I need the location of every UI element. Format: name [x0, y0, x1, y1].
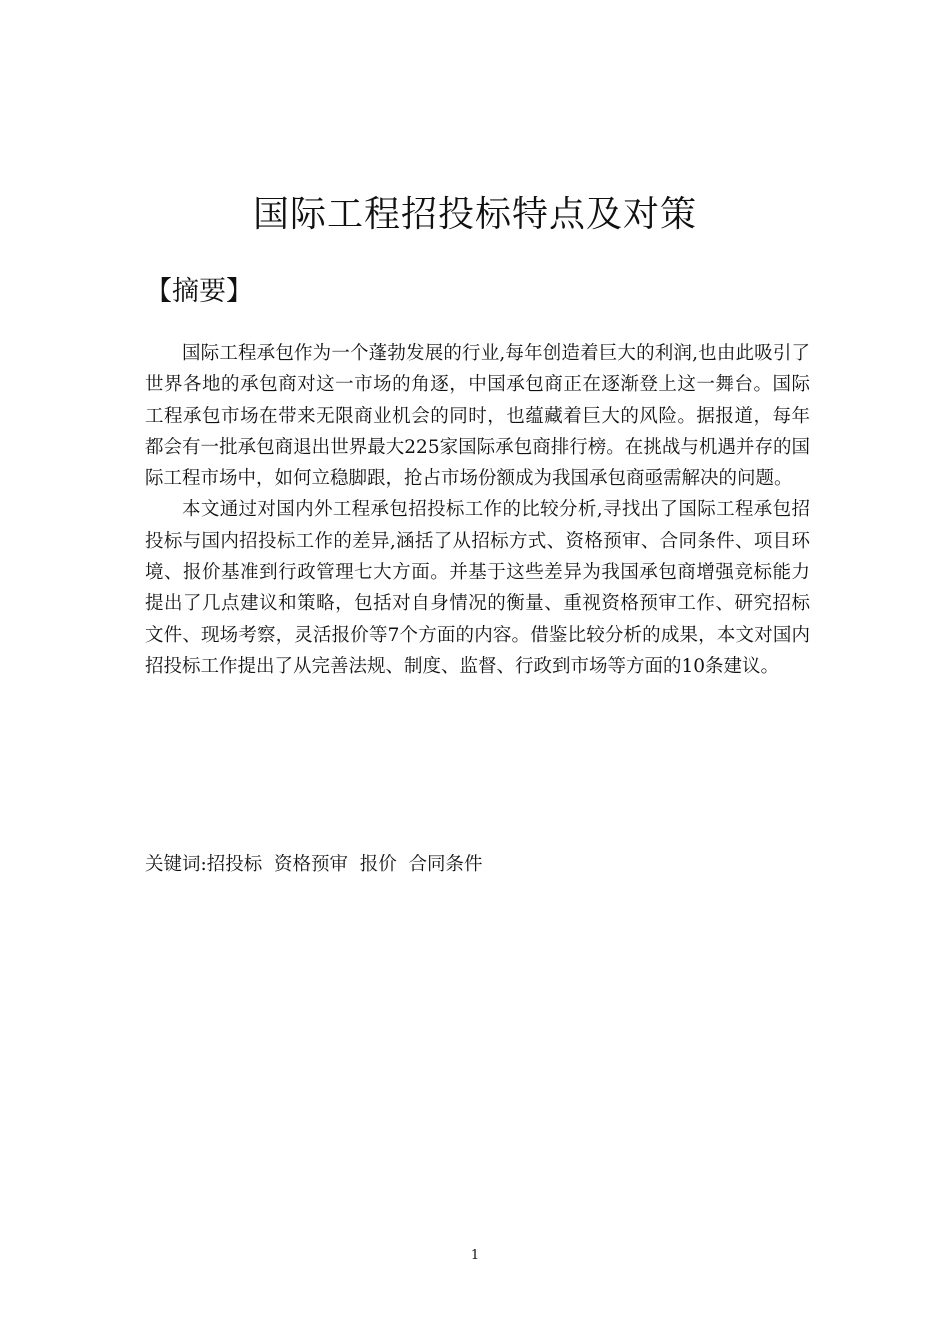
abstract-heading: 【摘要】 — [145, 276, 253, 307]
abstract-paragraph-2: 本文通过对国内外工程承包招投标工作的比较分析,寻找出了国际工程承包招投标与国内招投标工作的差异,涵括了从招标方式、资格预审、合同条件、项目环境、报价基准到行政管理七大方面。并基于这些差异为我国承包商增强竞标能力提出了几点建议和策略，包括对自身情况的衡量、重视资格预审工作、研究招标文件、现场考察，灵活报价等7个方面的内容。借鉴比较分析的成果，本文对国内招投标工作提出了从完善法规、制度、监督、行政到市场等方面的10条建议。 — [145, 499, 810, 677]
abstract-body — [145, 338, 810, 682]
keywords-line: 关键词:招投标 资格预审 报价 合同条件 — [145, 854, 483, 875]
abstract-paragraph-1: 国际工程承包作为一个蓬勃发展的行业,每年创造着巨大的利润,也由此吸引了世界各地的承包商对这一市场的角逐，中国承包商正在逐渐登上这一舞台。国际工程承包市场在带来无限商业机会的同时，也蕴藏着巨大的风险。据报道，每年都会有一批承包商退出世界最大225家国际承包商排行榜。在挑战与机遇并存的国际工程市场中，如何立稳脚跟，抢占市场份额成为我国承包商亟需解决的问题。 — [145, 343, 810, 490]
document-title: 国际工程招投标特点及对策 — [252, 194, 697, 235]
page-number: 1 — [470, 1248, 480, 1263]
